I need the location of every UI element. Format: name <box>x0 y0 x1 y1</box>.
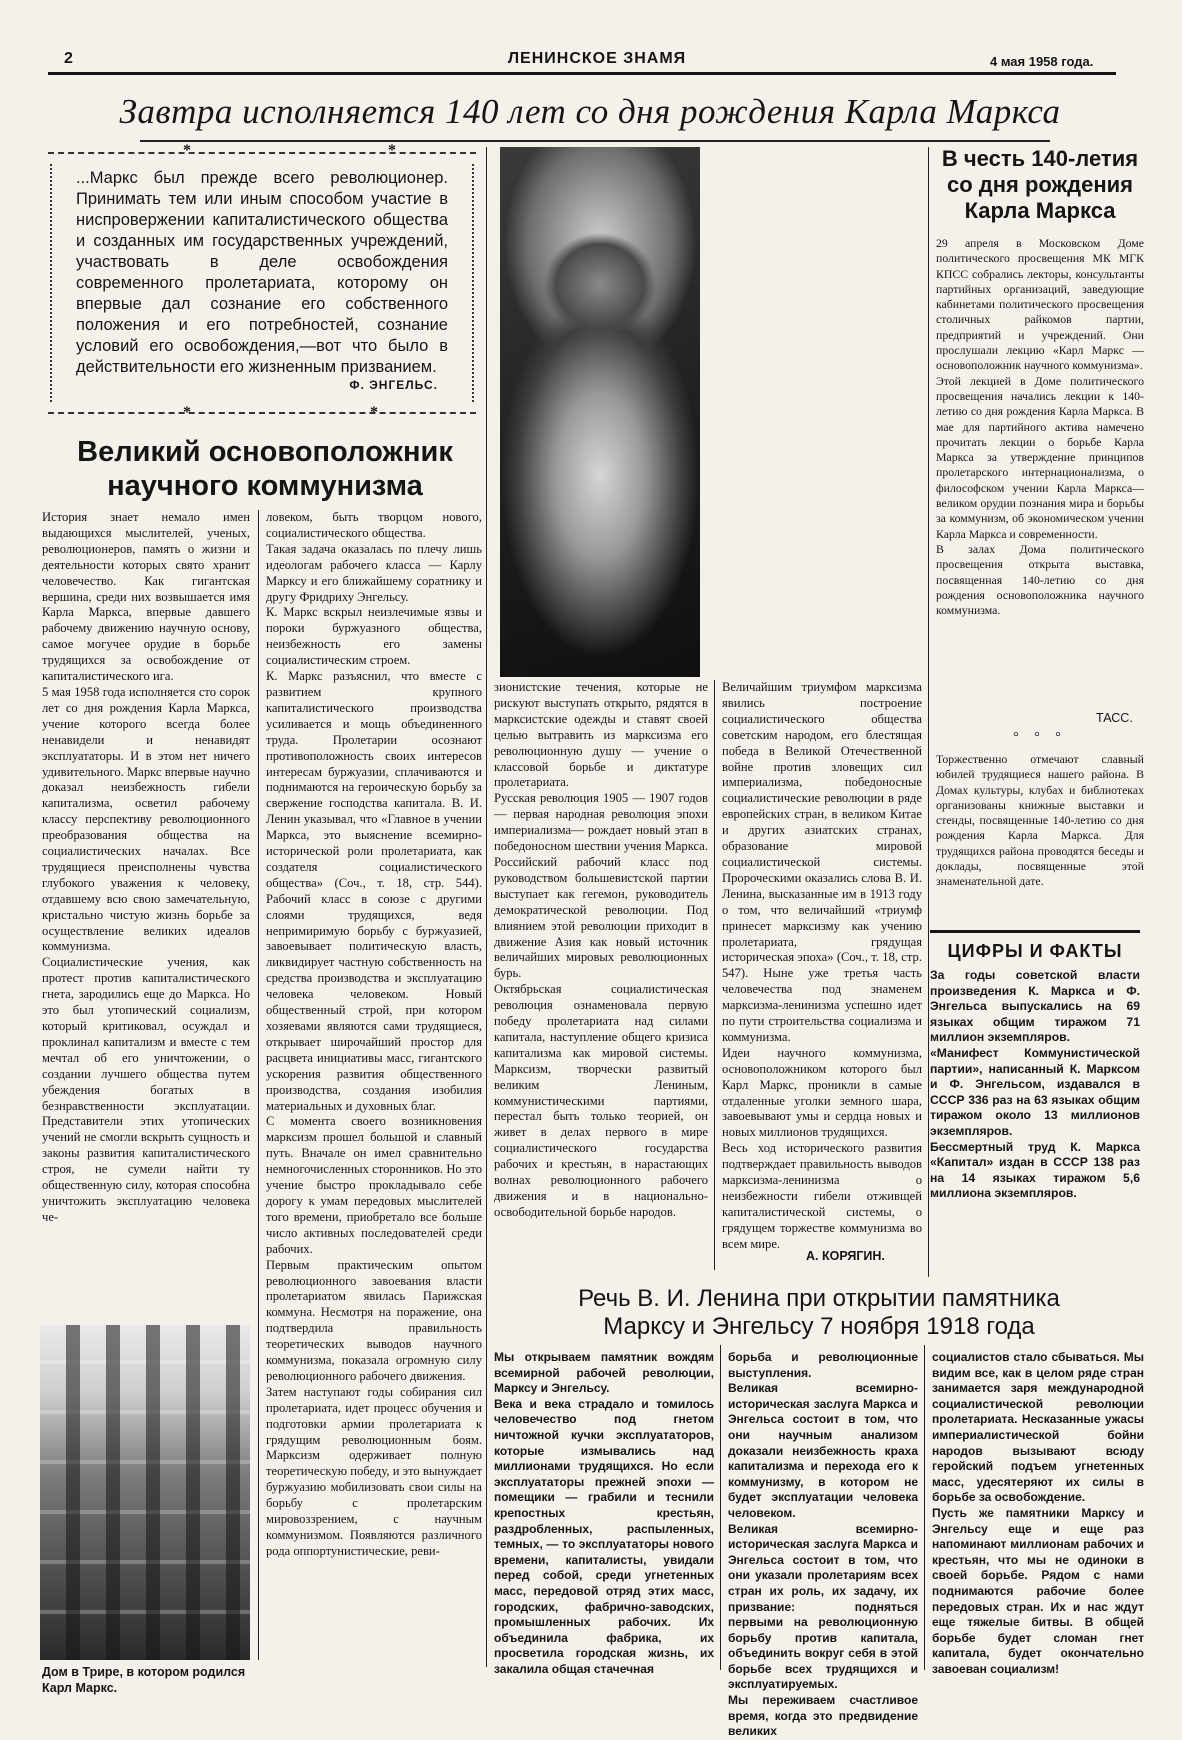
star-ornament: * <box>183 404 191 421</box>
side-article-text: 29 апреля в Московском Доме политического просвещения МК МГК КПСС собрались лекторы, консультанты партийных организаций, заведующие кабинетами политического просвещения столичных райкомов партии, предприятий и учреждений. Они прослушали лекцию «Карл Маркс — основоположник научного коммунизма». Этой лекцией в Доме политического просвещения начались лекции к 140-летию со дня рождения Карла Маркса. В мае для партийного актива намечено прочитать лекции о борьбе Карла Маркса за утверждение принципов пролетарского интернационализма, о философском учении Карла Маркса—великом орудии познания мира и борьбы за коммунизм, об экономическом учении Карла Маркса и современности. В залах Дома политического просвещения открыта выставка, посвященная 140-летию со дня рождения основоположника научного коммунизма. <box>936 236 1144 618</box>
main-article-column-1: История знает немало имен выдающихся мыслителей, ученых, революционеров, память о жизни и деятельности которых свято хранит человечество. Как гигантская вершина, среди них возвышается имя Карла Маркса, впервые давшего рабочему движению научную основу, самое могучее орудие в борьбе трудящихся за освобождение от капиталистического ига. 5 мая 1958 года исполняется сто сорок лет со дня рождения Карла Маркса, учение которого всегда более ненавидели и ненавидят эксплуататоры. И в этом нет ничего удивительного. Маркс впервые научно доказал неизбежность гибели капитализма, осветил рабочему классу перспективу революционного преобразования общества на социалистических началах. Все трудящиеся преисполнены чувства глубокого уважения к человеку, отдавшему всю свою замечательную, кристально чистую жизнь борьбе за осуществление великих идеалов коммунизма. Социалистические учения, как протест против капиталистического гнета, зародились еще до Маркса. Но это был утопический социализм, который критиковал, осуждал и проклинал капитализм и вместе с тем мечтал об его уничтожении, о создании лучшего общества путем убеждения богатых в безнравственности эксплуатации. Представители этих утопических учений не смогли вскрыть сущность и законы развития капиталистического строя, не сумели найти ту общественную силу, которая способна уничтожить эксплуатацию человека че- <box>42 510 250 1224</box>
facts-title: ЦИФРЫ И ФАКТЫ <box>947 941 1123 961</box>
lenin-speech-title-line1: Речь В. И. Ленина при открытии памятника <box>578 1285 1060 1312</box>
header-rule <box>48 72 1116 75</box>
newspaper-name: ЛЕНИНСКОЕ ЗНАМЯ <box>507 50 687 67</box>
star-ornament: * <box>183 142 191 159</box>
banner-underline <box>140 140 1050 142</box>
lenin-speech-title-line2: Марксу и Энгельсу 7 ноября 1918 года <box>603 1313 1035 1340</box>
main-article-title-line1: Великий основоположник <box>77 436 453 468</box>
main-article-column-4: Величайшим триумфом марксизма явились построение социалистического общества советским народом, его блестящая победа в Великой Отечественной войне против зловещих сил империализма, победоносные социалистические революции в ряде европейских стран, в великом Китае и других азиатских странах, образование мировой социалистической системы. Пророческими оказались слова В. И. Ленина, высказанные им в 1913 году о том, что величайший «триумф принесет марксизму как учению пролетариата, грядущая историческая эпоха» (Соч., т. 18, стр. 547). Ныне уже третья часть человечества под знаменем марксизма-ленинизма успешно идет по пути строительства социализма и коммунизма. Идеи научного коммунизма, основоположником которого был Карл Маркс, проникли в самые отдаленные уголки земного шара, завоевывают умы и сердца новых и новых миллионов трудящихся. Весь ход исторического развития подтверждает правильность выводов марксизма-ленинизма о неизбежности гибели отживщей капиталистической системы, о грядущем торжестве коммунизма во всем мире. <box>722 680 922 1251</box>
side-article-title-line1: В честь 140-летия <box>941 146 1139 171</box>
page-number: 2 <box>64 50 73 67</box>
engels-quote-author: Ф. ЭНГЕЛЬС. <box>349 378 438 392</box>
facts-text: За годы советской власти произведения К. Маркса и Ф. Энгельса выпускались на 69 языках общим тиражом 71 миллион экземпляров. «Манифест Коммунистической партии», написанный К. Марксом и Ф. Энгельсом, издавался в СССР 336 раз на 63 языках общим тиражом около 13 миллионов экземпляров. Бессмертный труд К. Маркса «Капитал» издан в СССР 138 раз на 14 языках тиражом 5,6 миллиона экземпляров. <box>930 968 1140 1201</box>
engels-quote-box <box>48 142 476 421</box>
column-rule <box>258 510 259 1660</box>
marx-house-photo <box>40 1325 250 1660</box>
banner-title: Завтра исполняется 140 лет со дня рождения Карла Маркса <box>119 92 1061 131</box>
column-rule <box>486 147 487 1667</box>
lenin-speech-column-2: борьба и революционные выступления. Великая всемирно-историческая заслуга Маркса и Энгельса состоит в том, что они научным анализом доказали неизбежность краха капитализма и перехода его к коммунизму, в котором не будет эксплуатации человека человеком. Великая всемирно-историческая заслуга Маркса и Энгельса состоит в том, что они указали пролетариям всех стран их роль, их задачу, их призвание: подняться первыми на революционную борьбу против капитала, объединить вокруг себя в этой борьбе всех трудящихся и эксплуатируемых. Мы переживаем счастливое время, когда это предвидение великих <box>728 1350 918 1739</box>
facts-box <box>930 930 1140 1263</box>
star-ornament: * <box>370 404 378 421</box>
side-article-source: ТАСС. <box>1096 711 1133 725</box>
main-article-author: А. КОРЯГИН. <box>806 1249 885 1263</box>
main-article-column-2: ловеком, быть творцом нового, социалистического общества. Такая задача оказалась по плечу лишь идеологам рабочего класса — Карлу Марксу и его ближайшему соратнику и другу Фридриху Энгельсу. К. Маркс вскрыл неизлечимые язвы и пороки буржуазного общества, неизбежность его замены социалистическим строем. К. Маркс разъяснил, что вместе с развитием крупного капиталистического производства усиливается и мощь объединенного труда. Пролетарии осознают противоположность своих интересов интересам буржуазии, сплачиваются и поднимаются на героическую борьбу за свержение господства капитала. В. И. Ленин указывал, что «Главное в учении Маркса, это выяснение всемирно-исторической роли пролетариата, как создателя социалистического общества» (Соч., т. 18, стр. 544). Рабочий класс в союзе с другими слоями трудящихся, ведя непримиримую борьбу с буржуазией, завоевывает политическую власть, ликвидирует частную собственность на средства производства и эксплуатацию человека человеком. Новый общественный строй, при котором хозяевами являются сами трудящиеся, открывает широчайший простор для расцвета инициативы масс, гигантского ускорения развития общественного производства, создания изобилия материальных и духовных благ. С момента своего возникновения марксизм прошел большой и славный путь. Вначале он имел сравнительно немногочисленных сторонников. Но это учение быстро прокладывало себе дорогу к умам передовых мыслителей того времени, приобретало все больше число активных последователей среди рабочих. Первым практическим опытом революционного завоевания власти пролетариатом явилась Парижская коммуна. Несмотря на поражение, она подтвердила правильность теоретических выводов научного коммунизма, показала огромную силу революционного рабочего движения. Затем наступают годы собирания сил пролетариата, идет процесс обучения и подготовки армии пролетариата к грядущим революционным боям. Марксизм одерживает полную теоретическую победу, и это вынуждает буржуазию мобилизовать свои силы на борьбу с пролетарским мировоззрением, с научным коммунизмом. Появляются различного рода оппортунистические, реви- <box>266 510 482 1558</box>
lenin-speech-column-1: Мы открываем памятник вождям всемирной рабочей революции, Марксу и Энгельсу. Века и века страдало и томилось человечество под гнетом ничтожной кучки эксплуататоров, которые измывались над миллионами трудящихся. Но если эксплуататоры прежней эпохи — помещики — грабили и теснили крепостных крестьян, раздробленных, распыленных, темных, — то эксплуататоры нового времени, капиталисты, увидали перед собой, среди угнетенных масс, передовой отряд этих масс, городских, фабрично-заводских, промышленных рабочих. Их объединила фабрика, их просветила городская жизнь, их закалила общая стачечная <box>494 1350 714 1676</box>
engels-quote-text: ...Маркс был прежде всего революционер. Принимать тем или иным способом участие в ниспровержении капиталистического общества и созданных им государственных учреждений, участвовать в деле освобождения современного пролетариата, которому он впервые дал сознание его собственного положения и его потребностей, сознание условий его освобождения,—вот что было в действительности его жизненным призванием. <box>76 169 448 376</box>
karl-marx-portrait <box>500 147 700 677</box>
lenin-speech-column-3: социалистов стало сбываться. Мы видим все, как в целом ряде стран занимается заря международной социалистической революции пролетариата. Несказанные ужасы империалистической бойни народов вызывают всюду геройский подъем угнетенных масс, удесятеряют их силы в борьбе за освобождение. Пусть же памятники Марксу и Энгельсу еще и еще раз напоминают миллионам рабочих и крестьян, что мы не одиноки в своей борьбе. Рядом с нами поднимаются рабочие более передовых стран. Их и нас ждут еще тяжелые битвы. В общей борьбе будет сломан гнет капитала, будет окончательно завоеван социализм! <box>932 1350 1144 1676</box>
side-article-text-2: Торжественно отмечают славный юбилей трудящиеся нашего района. В Домах культуры, клубах и библиотеках организованы книжные выставки и стенды, посвященные 140-летию со дня рождения Карла Маркса. Для трудящихся района проводятся беседы и доклады, посвященные этой знаменательной дате. <box>936 752 1144 889</box>
column-rule <box>720 1345 721 1670</box>
column-rule <box>714 680 715 1270</box>
separator-dots: ° ° ° <box>1013 730 1067 745</box>
column-rule <box>924 1345 925 1670</box>
star-ornament: * <box>388 142 396 159</box>
column-rule <box>928 147 929 1277</box>
side-article-title-line2: со дня рождения <box>946 172 1134 197</box>
main-article-column-3: зионистские течения, которые не рискуют выступать открыто, рядятся в марксистские одежды и ставят своей целью вытравить из марксизма его революционную душу — учение о классовой борьбе и диктатуре пролетариата. Русская революция 1905 — 1907 годов— первая народная революция эпохи империализма— рождает новый этап в победоносном шествии учения Маркса. Российский рабочий класс под руководством большевистской партии выступает как гегемон, руководитель демократической революции. Под влиянием этой революции приходит в движение Азия как новый источник величайших мировых революционных бурь. Октябрьская социалистическая революция ознаменовала первую победу пролетариата над силами капитала, наступление общего кризиса капитализма как мировой системы. Марксизм, творчески развитый великим Лениным, коммунистическими партиями, перестал быть только теорией, он живет в делах первого в мире социалистического государства рабочих и крестьян, в нарастающих волнах революционного рабочего движения и в национально-освободительной борьбе народов. <box>494 680 708 1219</box>
main-article-title-line2: научного коммунизма <box>107 470 423 502</box>
side-article-title-line3: Карла Маркса <box>964 198 1116 223</box>
house-photo-caption: Дом в Трире, в котором родился Карл Маркс. <box>42 1665 246 1695</box>
issue-date: 4 мая 1958 года. <box>990 54 1094 69</box>
